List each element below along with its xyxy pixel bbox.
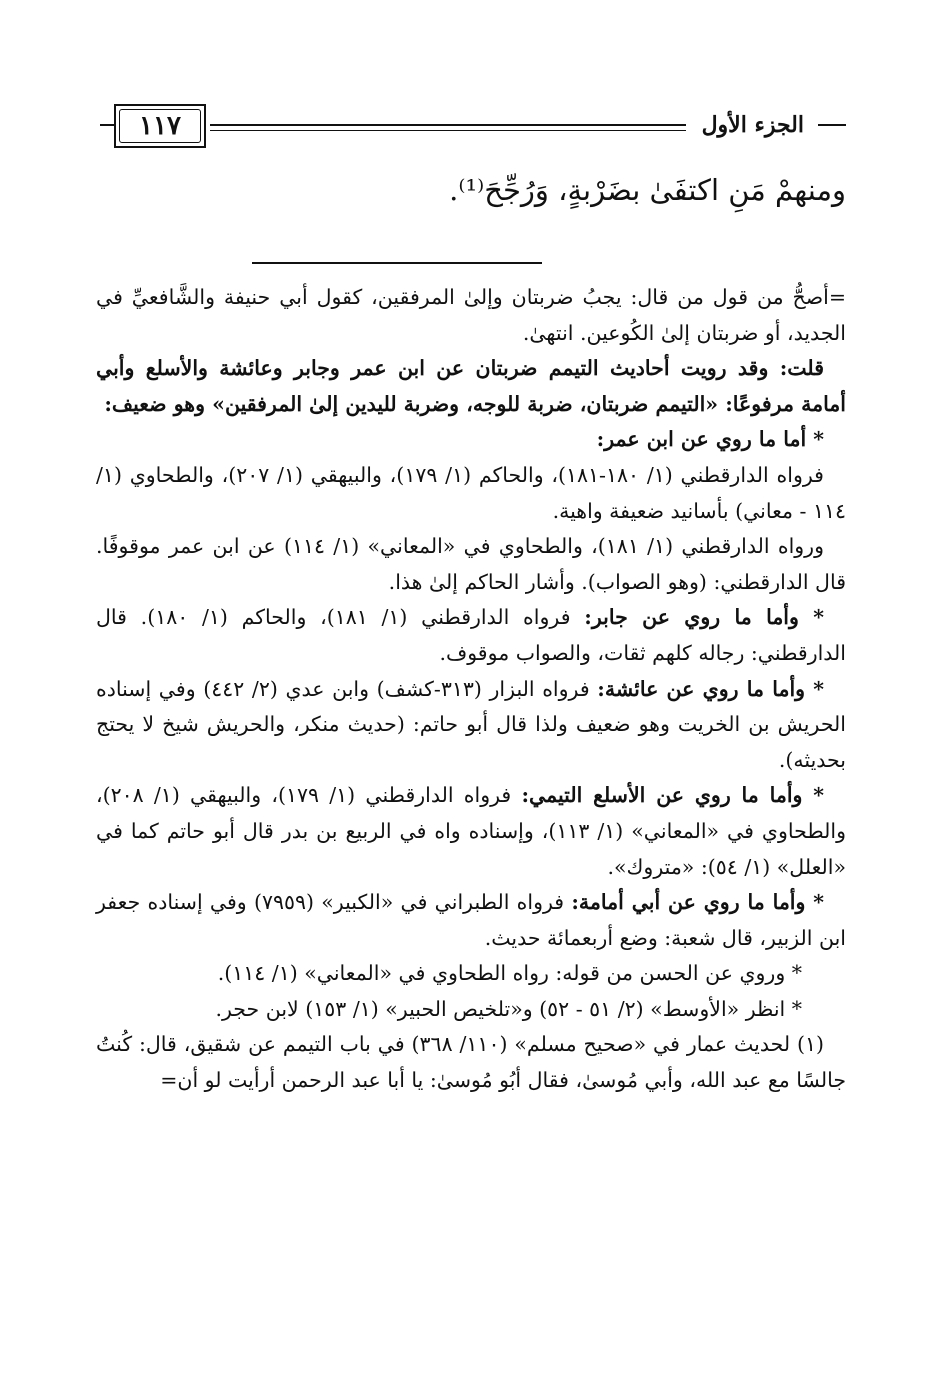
footnote-paragraph: * وأما ما روي عن عائشة: فرواه البزار (٣١٣-كشف) وابن عدي (٢/ ٤٤٢) وفي إسناده الحريش بن الخريت وهو ضعيف ولذا قال أبو حاتم: (حديث منكر، والحريش شيخ لا يحتج بحديثه). bbox=[96, 676, 846, 772]
footnote-paragraph: * وأما ما روي عن أبي أمامة: فرواه الطبراني في «الكبير» (٧٩٥٩) وفي إسناده جعفر ابن الزبير، قال شعبة: وضع أربعمائة حديث. bbox=[96, 890, 846, 950]
volume-title: الجزء الأول bbox=[701, 112, 804, 138]
header-rule-right bbox=[818, 124, 846, 126]
footnote-paragraph: * وروي عن الحسن من قوله: رواه الطحاوي في «المعاني» (١/ ١١٤). bbox=[217, 961, 802, 986]
footnote-paragraph: * أما ما روي عن ابن عمر: bbox=[596, 427, 824, 452]
footnotes bbox=[96, 280, 846, 1099]
footnote-paragraph: * انظر «الأوسط» (٢/ ٥١ - ٥٢) و«تلخيص الحبير» (١/ ١٥٣) لابن حجر. bbox=[215, 996, 802, 1021]
footnote-separator bbox=[252, 262, 542, 264]
footnote-paragraph: (١) لحديث عمار في «صحيح مسلم» (١١٠/ ٣٦٨) في باب التيمم عن شقيق، قال: كُنتُ جالسًا مع عبد الله، وأبي مُوسىٰ، فقال أبُو مُوسىٰ: يا أبا عبد الرحمن أرأيت لو أن= bbox=[96, 1032, 846, 1093]
header-rule-left bbox=[100, 124, 114, 126]
header-rule-middle bbox=[210, 124, 686, 126]
page-number: ١١٧ bbox=[119, 109, 201, 143]
footnote-paragraph: فرواه الدارقطني (١/ ١٨٠-١٨١)، والحاكم (١/ ١٧٩)، والبيهقي (١/ ٢٠٧)، والطحاوي (١/ ١١٤ - معاني) بأسانيد ضعيفة واهية. bbox=[96, 462, 846, 523]
footnote-paragraph: * وأما ما روي عن الأسلع التيمي: فرواه الدارقطني (١/ ١٧٩)، والبيهقي (١/ ٢٠٨)، والطحاوي في «المعاني» (١/ ١١٣)، وإسناده واه في الربيع بن بدر قال أبو حاتم كما في «العلل» (١/ ٥٤): «متروك». bbox=[96, 783, 846, 879]
footnote-paragraph: * وأما ما روي عن جابر: فرواه الدارقطني (١/ ١٨١)، والحاكم (١/ ١٨٠). قال الدارقطني: رجاله كلهم ثقات، والصواب موقوف. bbox=[96, 605, 846, 665]
header-rule-middle-lower bbox=[210, 130, 686, 131]
page-number-box bbox=[114, 104, 206, 148]
footnote-paragraph: =أصحُّ من قول من قال: يجبُ ضربتان وإلىٰ المرفقين، كقول أبي حنيفة والشَّافعيِّ في الجديد، أو ضربتان إلىٰ الكُوعين. انتهىٰ. bbox=[96, 285, 846, 345]
footnote-paragraph: ورواه الدارقطني (١/ ١٨١)، والطحاوي في «المعاني» (١/ ١١٤) عن ابن عمر موقوفًا. قال الدارقطني: (وهو الصواب). وأشار الحاكم إلىٰ هذا. bbox=[96, 534, 846, 594]
footnote-paragraph: قلت: وقد رويت أحاديث التيمم ضربتان عن ابن عمر وجابر وعائشة والأسلع وأبي أمامة مرفوعًا: «التيمم ضربتان، ضربة للوجه، وضربة لليدين إلىٰ المرفقين» وهو ضعيف: bbox=[96, 356, 846, 416]
page-header bbox=[100, 104, 846, 154]
main-text: ومنهمْ مَنِ اكتفَىٰ بضَرْبةٍ، وَرُجِّحَ⁽¹⁾. bbox=[449, 173, 846, 207]
